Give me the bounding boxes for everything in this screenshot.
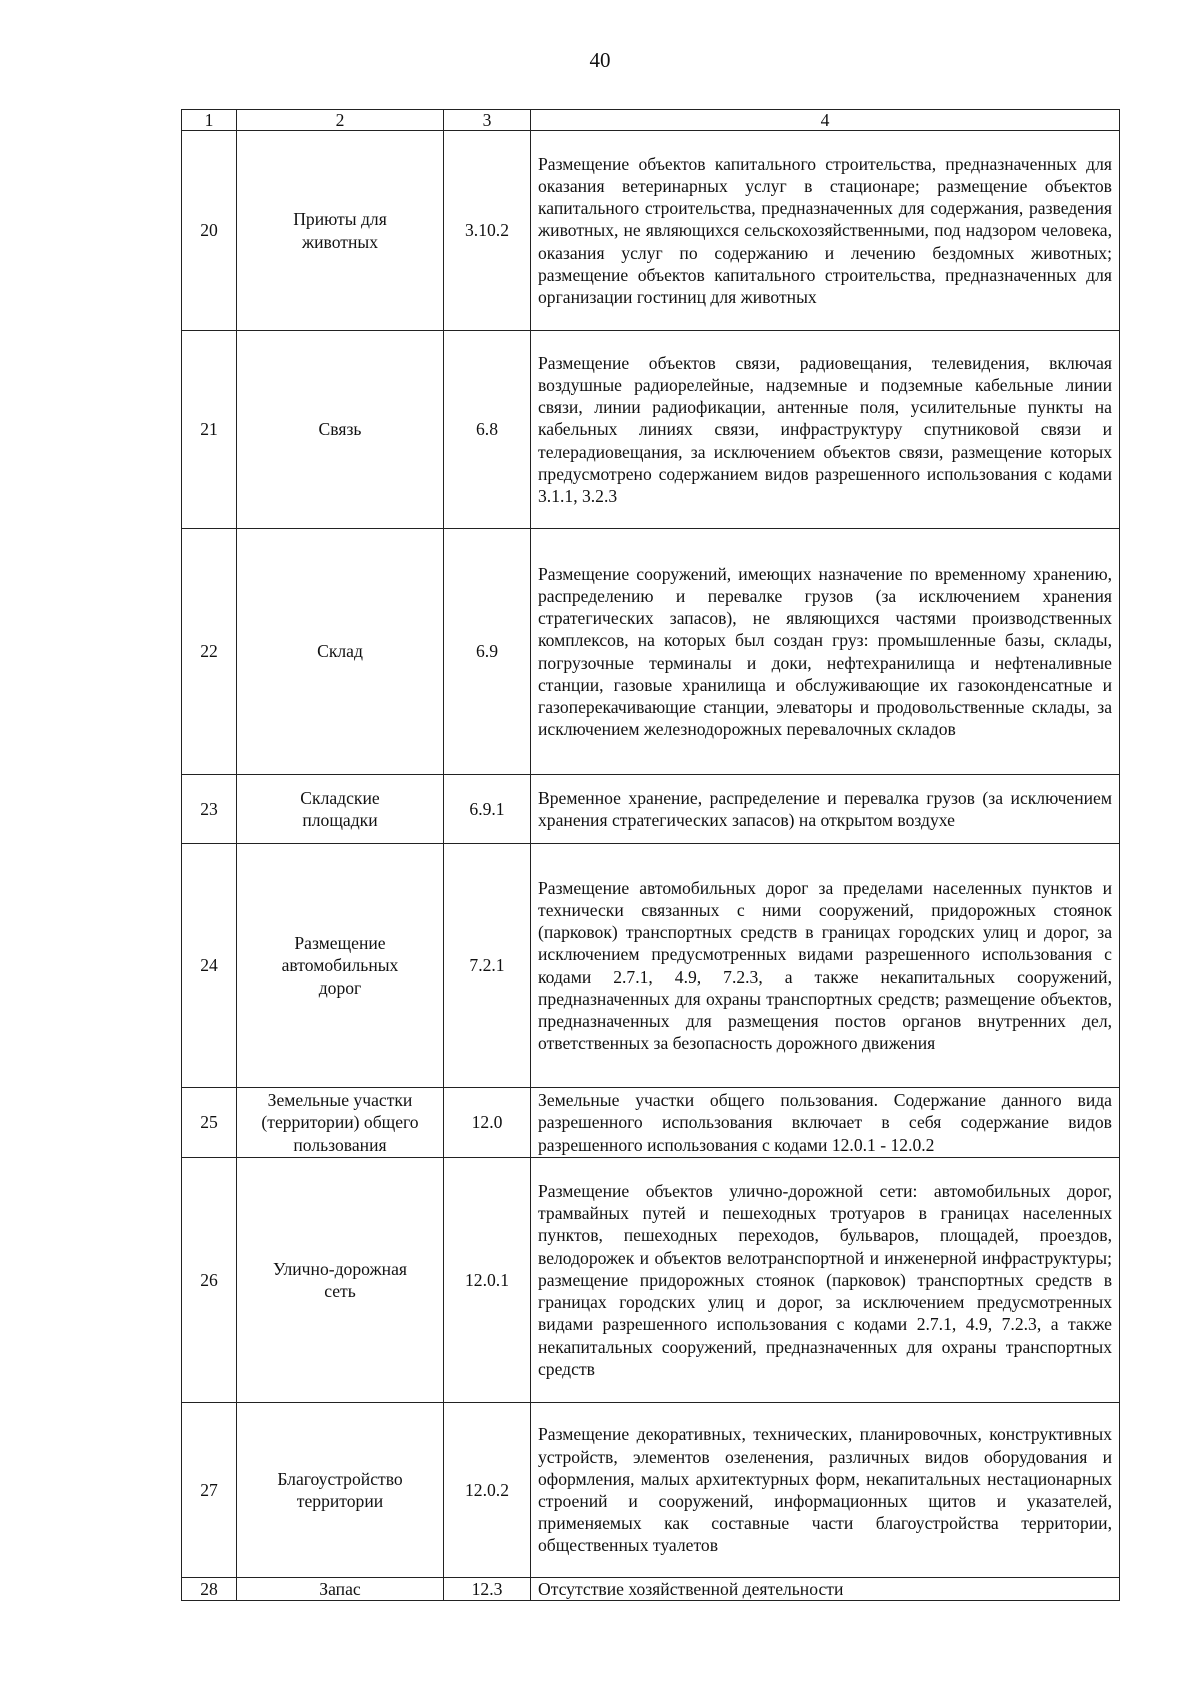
row-code: 6.8: [444, 331, 531, 529]
table-row: [182, 529, 1120, 775]
row-name: Улично-дорожная сеть: [237, 1158, 444, 1403]
row-number: 23: [182, 775, 237, 844]
row-description: Земельные участки общего пользования. Содержание данного вида разрешенного использования включает в себя содержание видов разрешенного использования с кодами 12.0.1 - 12.0.2: [531, 1088, 1120, 1158]
row-name: Складские площадки: [237, 775, 444, 844]
row-code: 12.0.2: [444, 1403, 531, 1578]
row-description: Размещение объектов капитального строительства, предназначенных для оказания ветеринарных услуг в стационаре; размещение объектов капитального строительства, предназначенных для содержания, разведения животных, не являющихся сельскохозяйственными, под надзором человека, оказания услуг по содержанию и лечению бездомных животных; размещение объектов капитального строительства, предназначенных для организации гостиниц для животных: [531, 131, 1120, 331]
column-header-number: 1: [182, 110, 237, 131]
page-number: 40: [589, 48, 611, 72]
row-name: Склад: [237, 529, 444, 775]
row-description: Размещение сооружений, имеющих назначение по временному хранению, распределению и перевалке грузов (за исключением хранения стратегических запасов), не являющихся частями производственных комплексов, на которых был создан груз: промышленные базы, склады, погрузочные терминалы и доки, нефтехранилища и нефтеналивные станции, газовые хранилища и обслуживающие их газоконденсатные и газоперекачивающие станции, элеваторы и продовольственные склады, за исключением железнодорожных перевалочных складов: [531, 529, 1120, 775]
row-name: Приюты для животных: [237, 131, 444, 331]
row-name: Запас: [237, 1578, 444, 1601]
row-code: 3.10.2: [444, 131, 531, 331]
row-number: 24: [182, 844, 237, 1088]
row-name: Благоустройство территории: [237, 1403, 444, 1578]
table-row: [182, 775, 1120, 844]
row-number: 28: [182, 1578, 237, 1601]
table-row: [182, 131, 1120, 331]
row-number: 22: [182, 529, 237, 775]
row-number: 20: [182, 131, 237, 331]
permitted-use-table: [181, 109, 1120, 1601]
row-number: 27: [182, 1403, 237, 1578]
table-row: [182, 331, 1120, 529]
row-number: 25: [182, 1088, 237, 1158]
table-row: [182, 1158, 1120, 1403]
column-header-name: 2: [237, 110, 444, 131]
row-code: 12.0: [444, 1088, 531, 1158]
column-header-description: 4: [531, 110, 1120, 131]
row-name: Земельные участки (территории) общего пользования: [237, 1088, 444, 1158]
row-description: Размещение декоративных, технических, планировочных, конструктивных устройств, элементов озеленения, различных видов оборудования и оформления, малых архитектурных форм, некапитальных нестационарных строений и сооружений, информационных щитов и указателей, применяемых как составные части благоустройства территории, общественных туалетов: [531, 1403, 1120, 1578]
row-description: Размещение объектов связи, радиовещания, телевидения, включая воздушные радиорелейные, надземные и подземные кабельные линии связи, линии радиофикации, антенные поля, усилительные пункты на кабельных линиях связи, инфраструктуру спутниковой связи и телерадиовещания, за исключением объектов связи, размещение которых предусмотрено содержанием видов разрешенного использования с кодами 3.1.1, 3.2.3: [531, 331, 1120, 529]
column-header-code: 3: [444, 110, 531, 131]
row-number: 21: [182, 331, 237, 529]
table-row: [182, 1088, 1120, 1158]
row-code: 12.3: [444, 1578, 531, 1601]
row-code: 6.9: [444, 529, 531, 775]
table-row: [182, 1403, 1120, 1578]
row-description: Размещение автомобильных дорог за пределами населенных пунктов и технически связанных с ними сооружений, придорожных стоянок (парковок) транспортных средств в границах городских улиц и дорог, за исключением предусмотренных видами разрешенного использования с кодами 2.7.1, 4.9, 7.2.3, а также некапитальных сооружений, предназначенных для охраны транспортных средств; размещение объектов, предназначенных для размещения постов органов внутренних дел, ответственных за безопасность дорожного движения: [531, 844, 1120, 1088]
table-row: [182, 1578, 1120, 1601]
row-name: Размещение автомобильных дорог: [237, 844, 444, 1088]
table-header-row: [182, 110, 1120, 131]
row-code: 12.0.1: [444, 1158, 531, 1403]
row-number: 26: [182, 1158, 237, 1403]
row-description: Отсутствие хозяйственной деятельности: [531, 1578, 1120, 1601]
row-code: 7.2.1: [444, 844, 531, 1088]
row-description: Размещение объектов улично-дорожной сети: автомобильных дорог, трамвайных путей и пешеходных тротуаров в границах населенных пунктов, пешеходных переходов, бульваров, площадей, проездов, велодорожек и объектов велотранспортной и инженерной инфраструктуры; размещение придорожных стоянок (парковок) транспортных средств в границах городских улиц и дорог, за исключением предусмотренных видами разрешенного использования с кодами 2.7.1, 4.9, 7.2.3, а также некапитальных сооружений, предназначенных для охраны транспортных средств: [531, 1158, 1120, 1403]
row-code: 6.9.1: [444, 775, 531, 844]
table-row: [182, 844, 1120, 1088]
row-description: Временное хранение, распределение и перевалка грузов (за исключением хранения стратегических запасов) на открытом воздухе: [531, 775, 1120, 844]
row-name: Связь: [237, 331, 444, 529]
